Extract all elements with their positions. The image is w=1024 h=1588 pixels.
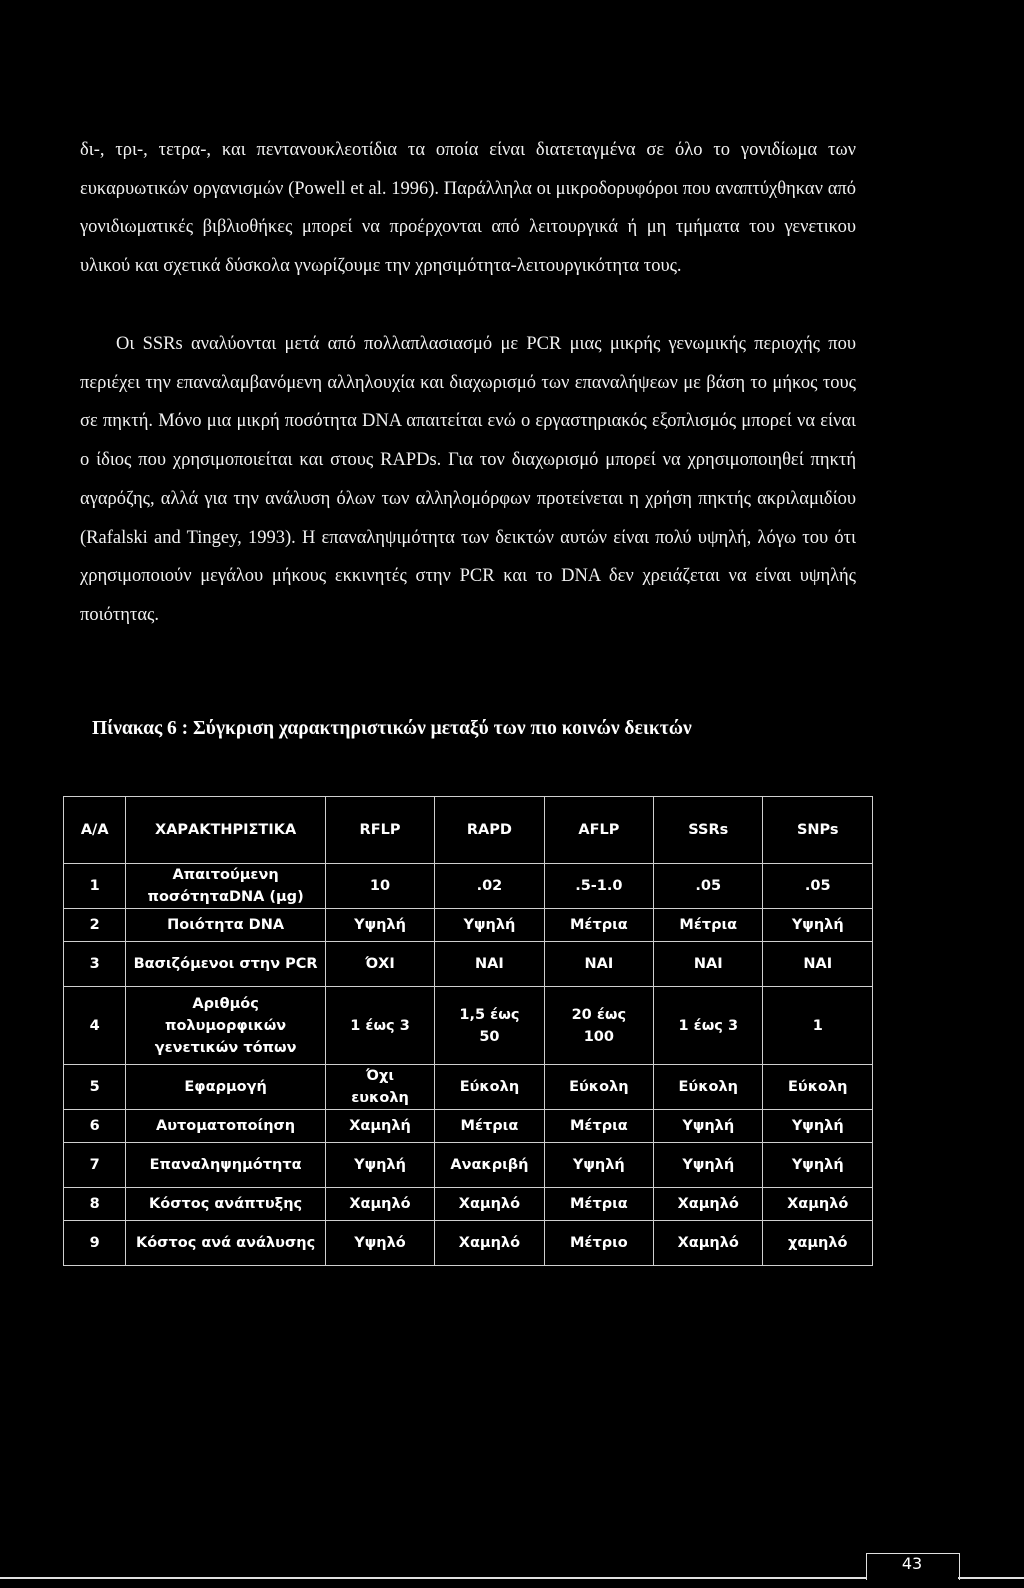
value-cell: ΌΧΙ	[325, 942, 434, 987]
header-rflp: RFLP	[325, 797, 434, 864]
value-cell: Υψηλό	[325, 1221, 434, 1266]
table-row	[64, 1221, 873, 1266]
value-cell: ΝΑΙ	[654, 942, 763, 987]
value-cell: χαμηλό	[763, 1221, 873, 1266]
row-index-cell: 5	[64, 1065, 126, 1110]
value-cell: ΝΑΙ	[435, 942, 544, 987]
value-cell: ΝΑΙ	[763, 942, 873, 987]
characteristic-cell: Βασιζόμενοι στην PCR	[126, 942, 325, 987]
row-index-cell: 1	[64, 864, 126, 909]
value-cell: Υψηλή	[763, 1143, 873, 1188]
footer-rule-right	[958, 1577, 1024, 1579]
comparison-table	[63, 796, 873, 1266]
table-row	[64, 1188, 873, 1221]
row-index-cell: 2	[64, 909, 126, 942]
row-index-cell: 3	[64, 942, 126, 987]
value-cell: Χαμηλή	[325, 1110, 434, 1143]
value-cell: Εύκολη	[435, 1065, 544, 1110]
value-cell: Υψηλή	[325, 1143, 434, 1188]
characteristic-cell: Κόστος ανά ανάλυσης	[126, 1221, 325, 1266]
value-cell: Μέτριο	[544, 1221, 653, 1266]
value-cell: 1 έως 3	[325, 987, 434, 1065]
header-aflp: AFLP	[544, 797, 653, 864]
value-cell: Υψηλή	[325, 909, 434, 942]
value-cell: .05	[763, 864, 873, 909]
row-index-cell: 9	[64, 1221, 126, 1266]
footer-rule-left	[0, 1577, 866, 1579]
characteristic-cell: Αυτοματοποίηση	[126, 1110, 325, 1143]
value-cell: Χαμηλό	[654, 1188, 763, 1221]
characteristic-cell: Αριθμός πολυμορφικών γενετικών τόπων	[126, 987, 325, 1065]
row-index-cell: 6	[64, 1110, 126, 1143]
table-row	[64, 864, 873, 909]
characteristic-cell: Κόστος ανάπτυξης	[126, 1188, 325, 1221]
table-row	[64, 909, 873, 942]
value-cell: Χαμηλό	[435, 1221, 544, 1266]
value-cell: Εύκολη	[544, 1065, 653, 1110]
table-row	[64, 987, 873, 1065]
table-row	[64, 942, 873, 987]
value-cell: Χαμηλό	[325, 1188, 434, 1221]
table-row	[64, 1065, 873, 1110]
value-cell: Υψηλή	[763, 1110, 873, 1143]
value-cell: Μέτρια	[654, 909, 763, 942]
value-cell: Χαμηλό	[763, 1188, 873, 1221]
table-row	[64, 1110, 873, 1143]
value-cell: 20 έως 100	[544, 987, 653, 1065]
header-ssrs: SSRs	[654, 797, 763, 864]
characteristic-cell: Επαναληψημότητα	[126, 1143, 325, 1188]
value-cell: Εύκολη	[654, 1065, 763, 1110]
value-cell: Υψηλή	[654, 1110, 763, 1143]
header-rapd: RAPD	[435, 797, 544, 864]
row-index-cell: 4	[64, 987, 126, 1065]
value-cell: 1 έως 3	[654, 987, 763, 1065]
table-header-row	[64, 797, 873, 864]
paragraph-1: δι-, τρι-, τετρα-, και πεντανουκλεοτίδια τα οποία είναι διατεταγμένα σε όλο το γονιδίωμα των ευκαρυωτικών οργανισμών (Powell et al. 1996). Παράλληλα οι μικροδορυφόροι που αναπτύχθηκαν από γονιδιωματικές βιβλιοθήκες μπορεί να προέρχονται από λειτουργικά ή μη τμήματα του γενετικου υλικού και σχετικά δύσκολα γνωρίζουμε την χρησιμότητα-λειτουργικότητα τους.	[80, 140, 856, 276]
value-cell: 1,5 έως 50	[435, 987, 544, 1065]
value-cell: Όχι ευκολη	[325, 1065, 434, 1110]
value-cell: Υψηλή	[544, 1143, 653, 1188]
value-cell: 10	[325, 864, 434, 909]
characteristic-cell: Ποιότητα DNA	[126, 909, 325, 942]
value-cell: ΝΑΙ	[544, 942, 653, 987]
row-index-cell: 7	[64, 1143, 126, 1188]
value-cell: .5-1.0	[544, 864, 653, 909]
value-cell: Υψηλή	[435, 909, 544, 942]
value-cell: 1	[763, 987, 873, 1065]
value-cell: .05	[654, 864, 763, 909]
characteristic-cell: Απαιτούμενη ποσότηταDNA (μg)	[126, 864, 325, 909]
page-number: 43	[901, 1554, 923, 1573]
value-cell: .02	[435, 864, 544, 909]
value-cell: Υψηλή	[654, 1143, 763, 1188]
table-row	[64, 1143, 873, 1188]
table-caption: Πίνακας 6 : Σύγκριση χαρακτηριστικών μεταξύ των πιο κοινών δεικτών	[92, 718, 692, 739]
value-cell: Υψηλή	[763, 909, 873, 942]
value-cell: Χαμηλό	[435, 1188, 544, 1221]
characteristic-cell: Εφαρμογή	[126, 1065, 325, 1110]
header-aa: Α/Α	[64, 797, 126, 864]
header-characteristics: ΧΑΡΑΚΤΗΡΙΣΤΙΚΑ	[126, 797, 325, 864]
value-cell: Ανακριβή	[435, 1143, 544, 1188]
header-snps: SNPs	[763, 797, 873, 864]
paragraph-2: Οι SSRs αναλύονται μετά από πολλαπλασιασμό με PCR μιας μικρής γενωμικής περιοχής που περιέχει την επαναλαμβανόμενη αλληλουχία και διαχωρισμό των επαναλήψεων με βάση το μήκος τους σε πηκτή. Μόνο μια μικρή ποσότητα DNA απαιτείται ενώ ο εργαστηριακός εξοπλισμός μπορεί να είναι ο ίδιος που χρησιμοποιείται και στους RAPDs. Για τον διαχωρισμό μπορεί να χρησιμοποιηθεί πηκτή αγαρόζης, αλλά για την ανάλυση όλων των αλληλομόρφων προτείνεται η χρήση πηκτής ακριλαμιδίου (Rafalski and Tingey, 1993). Η επαναληψιμότητα των δεικτών αυτών είναι πολύ υψηλή, λόγω του ότι χρησιμοποιούν μεγάλου μήκους εκκινητές στην PCR και το DNA δεν χρειάζεται να είναι υψηλής ποιότητας.	[80, 334, 856, 625]
value-cell: Μέτρια	[435, 1110, 544, 1143]
value-cell: Χαμηλό	[654, 1221, 763, 1266]
value-cell: Μέτρια	[544, 1110, 653, 1143]
value-cell: Εύκολη	[763, 1065, 873, 1110]
row-index-cell: 8	[64, 1188, 126, 1221]
value-cell: Μέτρια	[544, 909, 653, 942]
value-cell: Μέτρια	[544, 1188, 653, 1221]
